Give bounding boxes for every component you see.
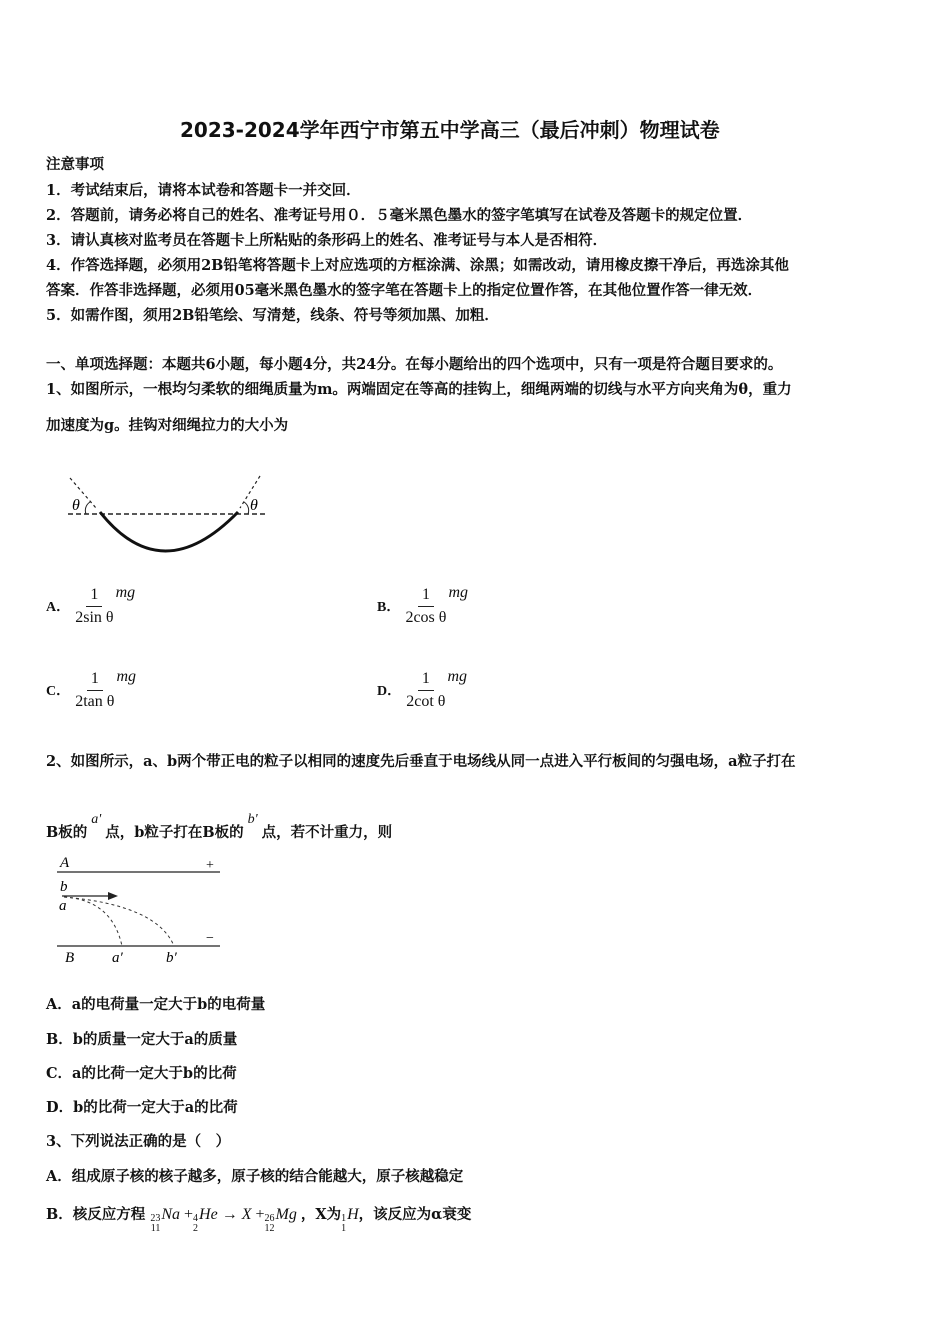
magnesium-symbol: Mg (275, 1206, 297, 1223)
option-mid: ，X为 (300, 1206, 342, 1223)
plus-operator: + (184, 1206, 194, 1223)
he-numbers (193, 1214, 198, 1234)
q1-stem-line1: 1、如图所示，一根均匀柔软的细绳质量为m。两端固定在等高的挂钩上，细绳两端的切线与水平方向夹角为θ，重力 (46, 381, 792, 398)
q3-stem: 3、下列说法正确的是（ ） (46, 1133, 231, 1150)
plate-a-label: A (60, 855, 70, 871)
particle-a-label: a (59, 898, 67, 914)
mass-number: 26 (264, 1213, 275, 1224)
fraction-numerator: 1 (418, 586, 434, 607)
option-suffix: mg (448, 584, 468, 601)
fraction-denominator: 2cot θ (406, 693, 446, 710)
option-prefix: B．核反应方程 (46, 1206, 146, 1223)
arrow-head (108, 892, 118, 900)
fraction-numerator: 1 (86, 586, 102, 607)
trajectory-b (64, 897, 174, 946)
nuclear-equation (150, 1206, 301, 1234)
q2-stem-line2 (46, 812, 392, 842)
atomic-number: 11 (150, 1223, 161, 1234)
fraction-denominator: 2sin θ (75, 609, 114, 626)
note-item: 4．作答选择题，必须用2B铅笔将答题卡上对应选项的方框涂满、涂黑；如需改动，请用橡皮擦干净后，再选涂其他 (46, 257, 789, 274)
fraction (75, 586, 113, 627)
a-prime-mark: a' (91, 812, 102, 827)
b-prime-label: b′ (166, 950, 177, 966)
theta-label-left: θ (72, 497, 80, 514)
q2-text-part: B板的 (46, 824, 88, 841)
q1-option-d[interactable] (377, 668, 467, 711)
plus-sign: + (206, 858, 214, 873)
page-title: 2023-2024学年西宁市第五中学高三（最后冲刺）物理试卷 (180, 118, 720, 142)
option-suffix: mg (447, 668, 467, 685)
fraction (405, 586, 446, 627)
q1-option-a[interactable] (46, 584, 135, 627)
note-item: 2．答题前，请务必将自己的姓名、准考证号用０．５毫米黑色墨水的签字笔填写在试卷及答题卡的规定位置． (46, 207, 753, 224)
note-item: 1．考试结束后，请将本试卷和答题卡一并交回． (46, 182, 361, 199)
q2-text-part: 点，b粒子打在B板的 (105, 824, 244, 841)
note-item: 3．请认真核对监考员在答题卡上所粘贴的条形码上的姓名、准考证号与本人是否相符． (46, 232, 608, 249)
q2-option-c[interactable]: C．a的比荷一定大于b的比荷 (46, 1065, 237, 1082)
q3-option-a[interactable]: A．组成原子核的核子越多，原子核的结合能越大，原子核越稳定 (46, 1168, 464, 1185)
mg-numbers (265, 1214, 275, 1234)
mass-number: 23 (150, 1213, 161, 1224)
option-letter: A． (46, 600, 71, 615)
helium-symbol: He (199, 1206, 218, 1223)
option-letter: B． (377, 600, 401, 615)
fraction-denominator: 2cos θ (405, 609, 447, 626)
b-prime-mark: b' (247, 812, 258, 827)
right-angle-arc (244, 502, 249, 514)
q1-rope-figure (62, 470, 272, 560)
minus-sign: − (206, 931, 214, 946)
h-numbers (341, 1214, 346, 1234)
option-suffix: mg (116, 668, 136, 685)
q2-option-a[interactable]: A．a的电荷量一定大于b的电荷量 (46, 996, 266, 1013)
option-suffix: ，该反应为α衰变 (358, 1206, 472, 1223)
left-angle-arc (85, 502, 90, 514)
q1-option-b[interactable] (377, 584, 468, 627)
rope-curve (100, 512, 238, 551)
q3-option-b[interactable] (46, 1203, 471, 1234)
fraction-numerator: 1 (87, 670, 103, 691)
plus-operator: + (255, 1206, 265, 1223)
q2-stem-line1: 2、如图所示，a、b两个带正电的粒子以相同的速度先后垂直于电场线从同一点进入平行板间的匀强电场，a粒子打在 (46, 753, 796, 770)
q1-option-c[interactable] (46, 668, 136, 711)
atomic-number: 12 (264, 1223, 275, 1234)
q1-stem-line2: 加速度为g。挂钩对细绳拉力的大小为 (46, 417, 289, 434)
notes-heading: 注意事项 (46, 156, 104, 173)
a-prime-label: a′ (112, 950, 123, 966)
mass-number: 1 (341, 1213, 347, 1224)
note-item: 答案．作答非选择题，必须用05毫米黑色墨水的签字笔在答题卡上的指定位置作答，在其他位置作答一律无效． (46, 282, 763, 299)
hydrogen-notation (341, 1206, 359, 1234)
fraction (406, 670, 445, 711)
fraction-denominator: 2tan θ (75, 693, 115, 710)
x-symbol: X (241, 1206, 252, 1223)
note-item: 5．如需作图，须用2B铅笔绘、写清楚，线条、符号等须加黑、加粗． (46, 307, 499, 324)
hydrogen-symbol: H (347, 1206, 359, 1223)
na-numbers (150, 1214, 160, 1234)
atomic-number: 1 (341, 1223, 347, 1234)
q2-text-part: 点，若不计重力，则 (261, 824, 393, 841)
sodium-symbol: Na (161, 1206, 180, 1223)
arrow-operator: → (221, 1206, 238, 1223)
q2-plates-figure (52, 850, 227, 968)
section-heading: 一、单项选择题：本题共6小题，每小题4分，共24分。在每小题给出的四个选项中，只有一项是符合题目要求的。 (46, 356, 783, 373)
q2-option-b[interactable]: B．b的质量一定大于a的质量 (46, 1031, 238, 1048)
option-suffix: mg (115, 584, 136, 601)
plate-b-label: B (65, 950, 75, 966)
theta-label-right: θ (250, 497, 258, 514)
particle-b-label: b (60, 879, 68, 895)
option-letter: D． (377, 684, 402, 699)
atomic-number: 2 (193, 1223, 199, 1234)
option-letter: C． (46, 684, 71, 699)
q2-option-d[interactable]: D．b的比荷一定大于a的比荷 (46, 1099, 238, 1116)
fraction (75, 670, 114, 711)
fraction-numerator: 1 (418, 670, 434, 691)
mass-number: 4 (193, 1213, 199, 1224)
